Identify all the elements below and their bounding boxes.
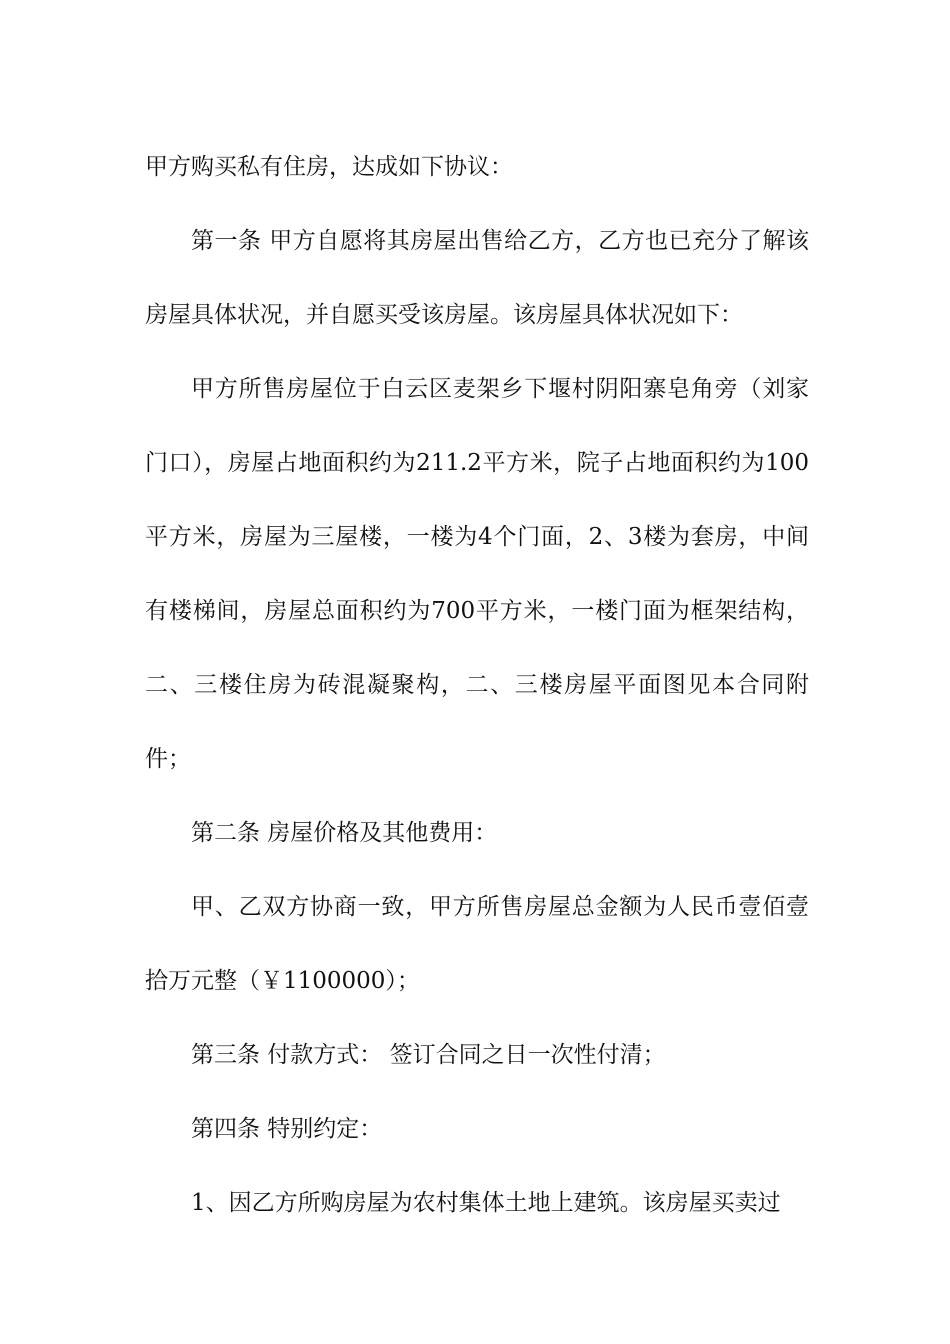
paragraph-article-3: 第三条 付款方式： 签订合同之日一次性付清；	[191, 1042, 666, 1068]
document-body	[145, 130, 809, 1240]
paragraph-article-1: 第一条 甲方自愿将其房屋出售给乙方，乙方也已充分了解该房屋具体状况，并自愿买受该房屋。该房屋具体状况如下：	[145, 228, 809, 328]
paragraph-article-4: 第四条 特别约定：	[191, 1116, 383, 1142]
paragraph-article-2: 第二条 房屋价格及其他费用：	[191, 820, 498, 846]
paragraph-special-term-1: 1、因乙方所购房屋为农村集体土地上建筑。该房屋买卖过	[191, 1190, 781, 1216]
paragraph-agreement-intro: 甲方购买私有住房，达成如下协议：	[145, 154, 513, 180]
paragraph-price: 甲、乙双方协商一致，甲方所售房屋总金额为人民币壹佰壹拾万元整（￥1100000）；	[145, 894, 809, 994]
paragraph-property-details: 甲方所售房屋位于白云区麦架乡下堰村阴阳寨皂角旁（刘家门口），房屋占地面积约为211.2平方米，院子占地面积约为100平方米，房屋为三屋楼，一楼为4个门面，2、3楼为套房，中间有楼梯间，房屋总面积约为700平方米，一楼门面为框架结构，二、三楼住房为砖混凝聚构，二、三楼房屋平面图见本合同附件；	[145, 376, 809, 772]
